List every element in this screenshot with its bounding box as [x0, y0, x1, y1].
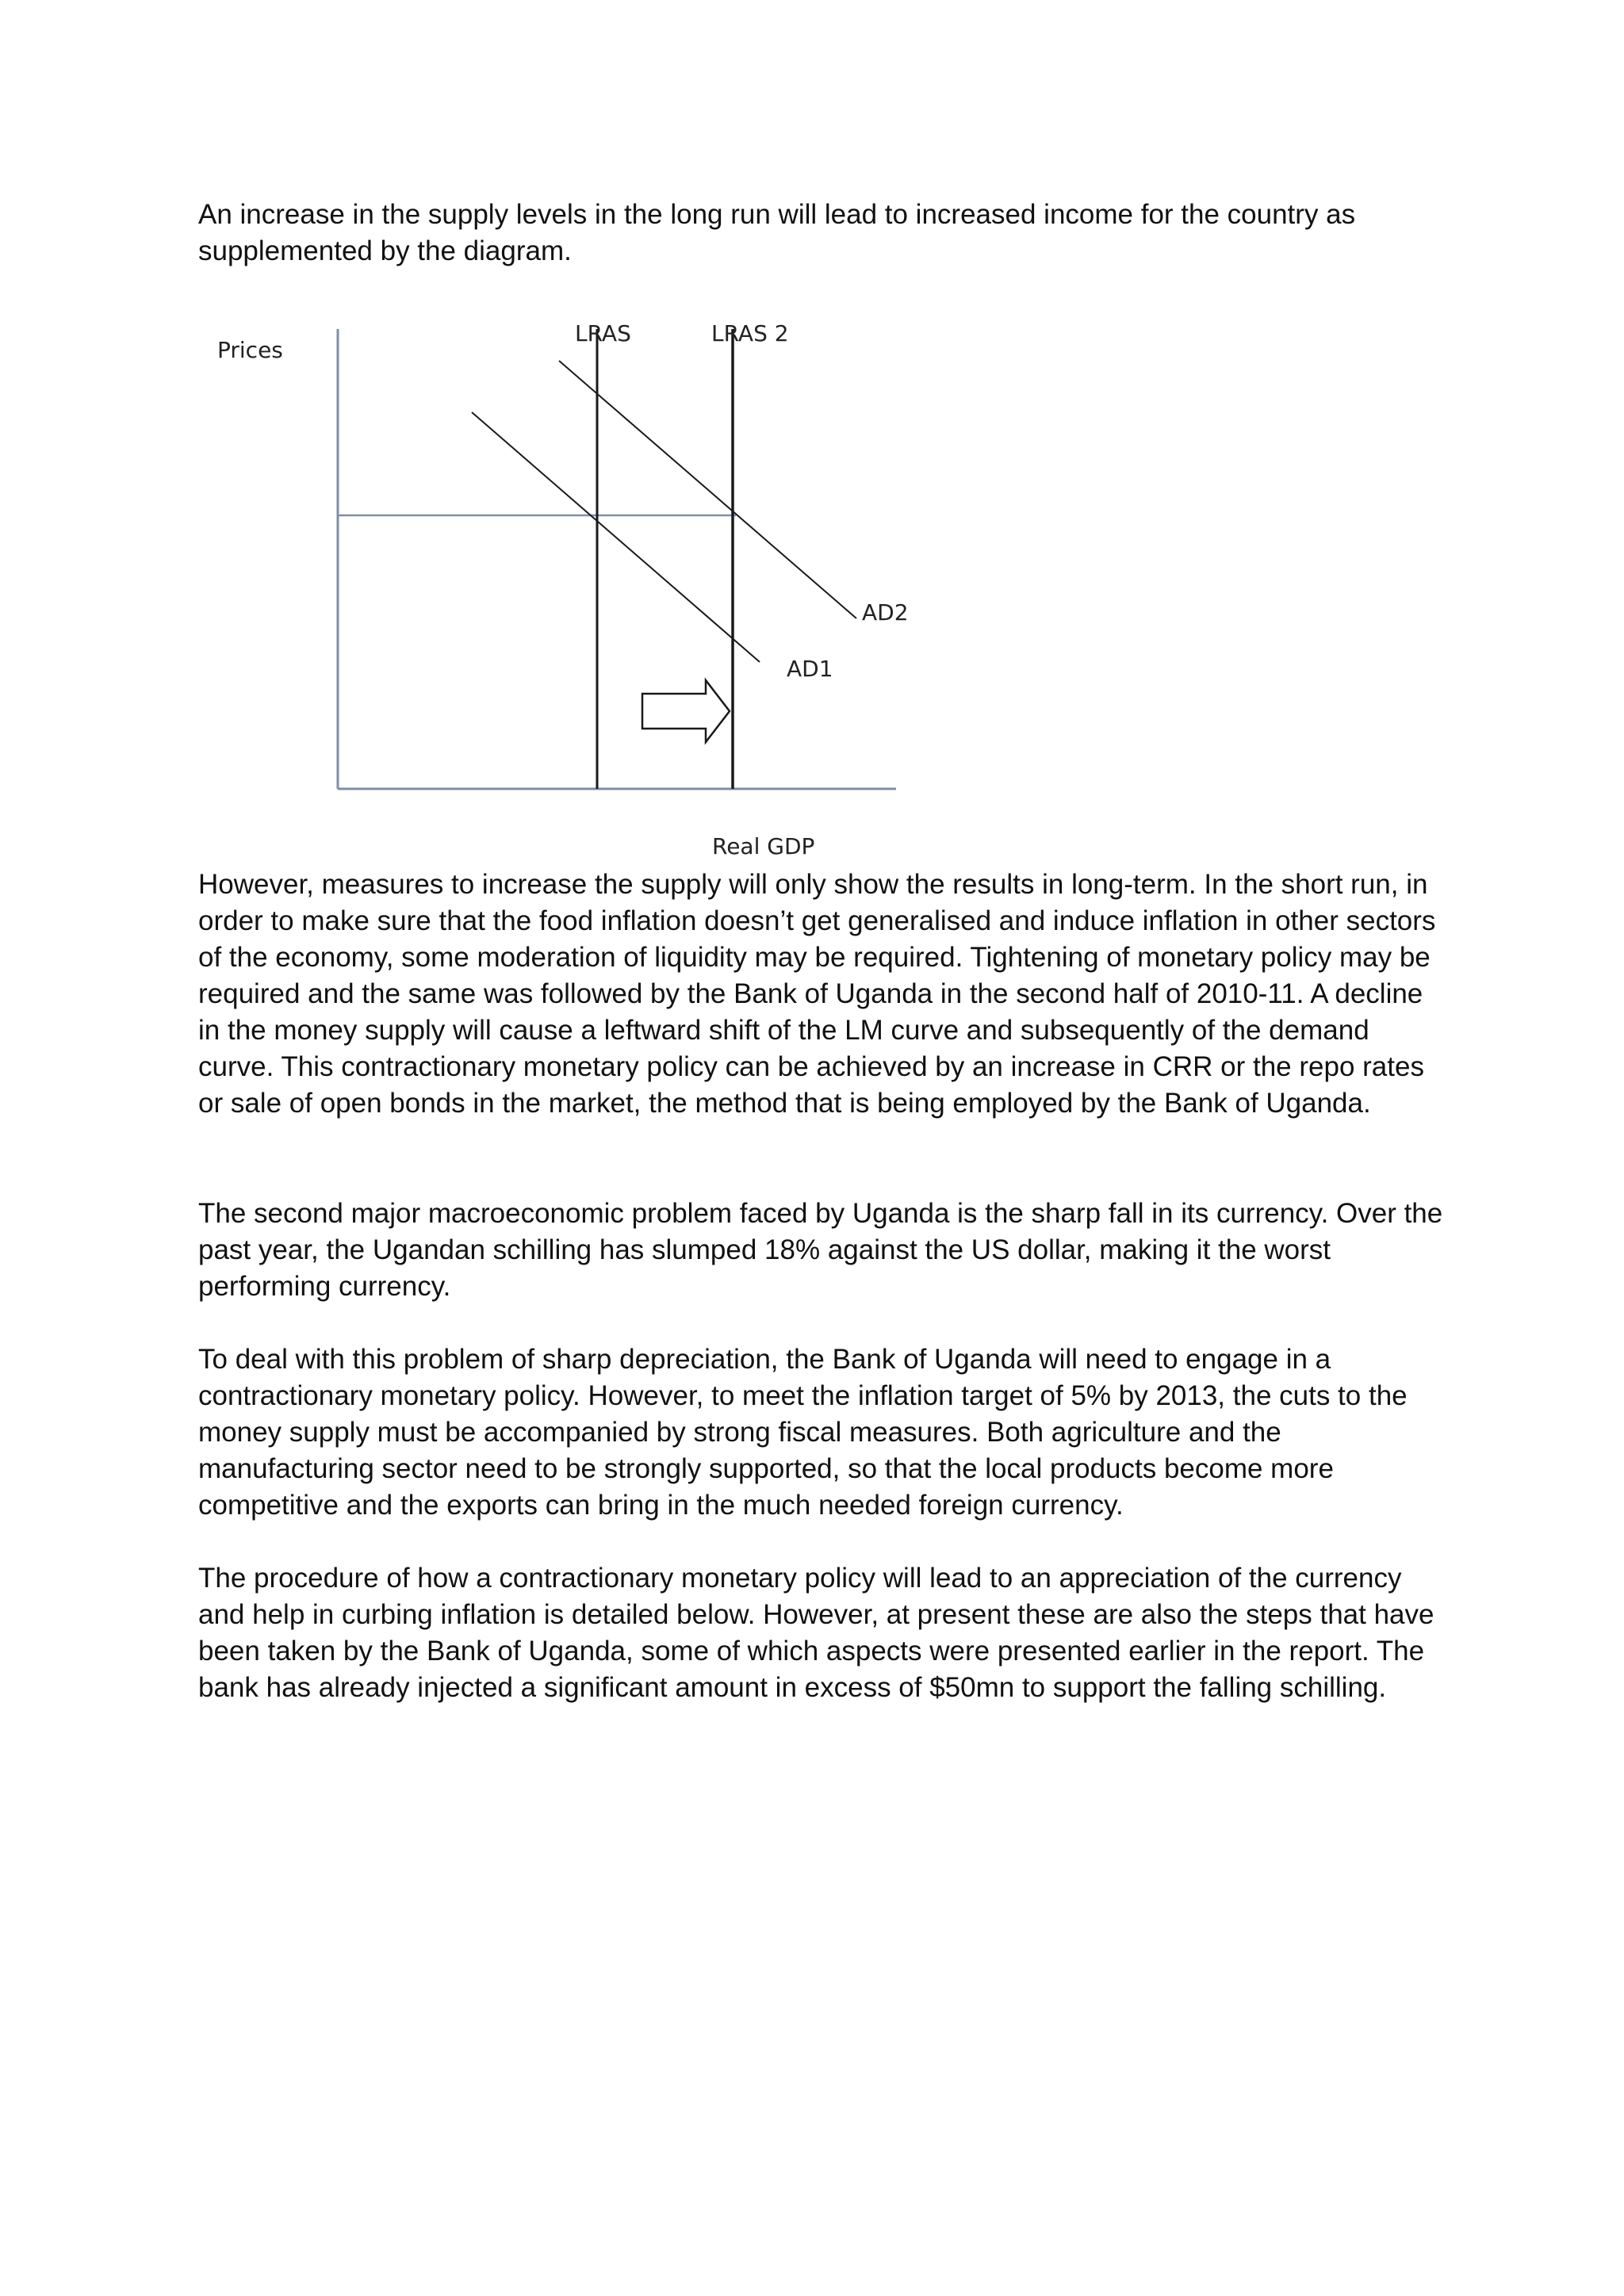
paragraph-intro: An increase in the supply levels in the long run will lead to increased income for the country as supplemented by the diagram.	[198, 199, 1356, 266]
ad2-label: AD2	[862, 599, 909, 626]
lras-ad-diagram	[198, 305, 991, 868]
ad2-curve	[559, 361, 856, 618]
diagram-svg	[198, 305, 991, 868]
ad1-curve	[472, 412, 760, 662]
paragraph-currency: The second major macroeconomic problem faced by Uganda is the sharp fall in its currency. Over the past year, the Ugandan schilling has slumped 18% against the US dollar, making it the worst performing currency.	[198, 1198, 1443, 1302]
right-shift-arrow-icon	[642, 680, 730, 742]
paragraph-procedure: The procedure of how a contractionary monetary policy will lead to an appreciation of the currency and help in curbing inflation is detailed below. However, at present these are also the steps that have been taken by the Bank of Uganda, some of which aspects were presented earlier in the report. The bank has already injected a significant amount in excess of $50mn to support the falling schilling.	[198, 1563, 1434, 1703]
lras-label: LRAS	[575, 320, 631, 346]
paragraph-depreciation: To deal with this problem of sharp depreciation, the Bank of Uganda will need to engage in a contractionary monetary policy. However, to meet the inflation target of 5% by 2013, the cuts to the money supply must be accompanied by strong fiscal measures. Both agriculture and the manufacturing sector need to be strongly supported, so that the local products become more competitive and the exports can bring in the much needed foreign currency.	[198, 1344, 1408, 1521]
y-axis-label: Prices	[217, 337, 283, 363]
paragraph-measures: However, measures to increase the supply will only show the results in long-term. In the short run, in order to make sure that the food inflation doesn’t get generalised and induce inflation in other sectors of the economy, some moderation of liquidity may be required. Tightening of monetary policy may be required and the same was followed by the Bank of Uganda in the second half of 2010-11. A decline in the money supply will cause a leftward shift of the LM curve and subsequently of the demand curve. This contractionary monetary policy can be achieved by an increase in CRR or the repo rates or sale of open bonds in the market, the method that is being employed by the Bank of Uganda.	[198, 869, 1436, 1119]
ad1-label: AD1	[787, 656, 833, 682]
x-axis-label: Real GDP	[712, 833, 815, 859]
lras2-label: LRAS 2	[711, 320, 789, 346]
